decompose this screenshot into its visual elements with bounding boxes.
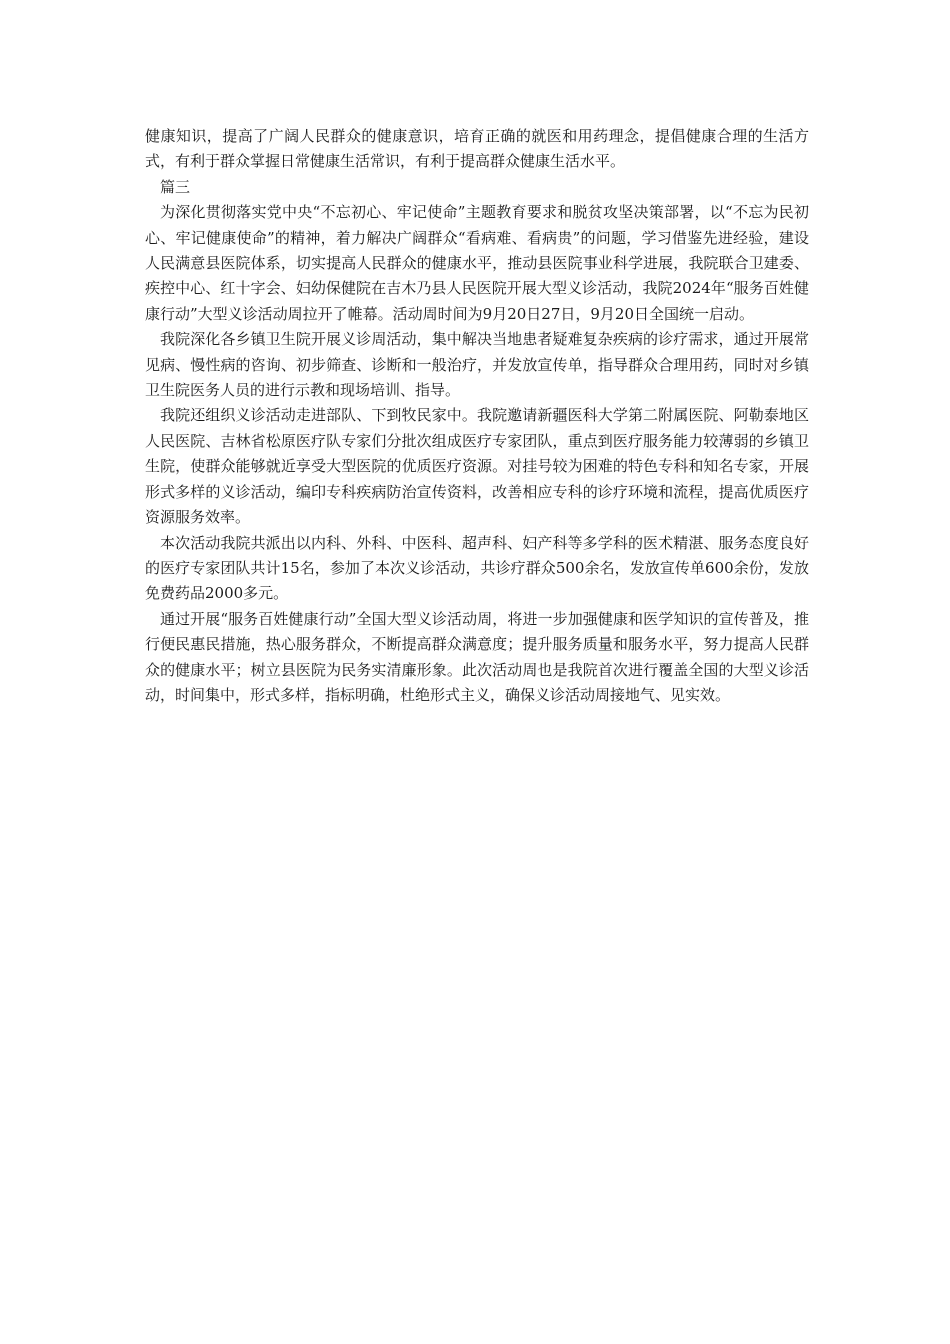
section-heading: 篇三 (160, 177, 191, 196)
document-body (145, 124, 809, 708)
paragraph-conclusion: 通过开展“服务百姓健康行动”全国大型义诊活动周，将进一步加强健康和医学知识的宣传普及，推行便民惠民措施，热心服务群众，不断提高群众满意度；提升服务质量和服务水平，努力提高人民群众的健康水平；树立县医院为民务实清廉形象。此次活动周也是我院首次进行覆盖全国的大型义诊活动，时间集中，形式多样，指标明确，杜绝形式主义，确保义诊活动周接地气、见实效。 (145, 609, 809, 704)
paragraph-township: 我院深化各乡镇卫生院开展义诊周活动，集中解决当地患者疑难复杂疾病的诊疗需求，通过开展常见病、慢性病的咨询、初步筛查、诊断和一般治疗，并发放宣传单，指导群众合理用药，同时对乡镇卫生院医务人员的进行示教和现场培训、指导。 (145, 330, 809, 400)
paragraph-statistics: 本次活动我院共派出以内科、外科、中医科、超声科、妇产科等多学科的医术精湛、服务态度良好的医疗专家团队共计15名，参加了本次义诊活动，共诊疗群众500余名，发放宣传单600余份，发放免费药品2000多元。 (145, 533, 809, 603)
paragraph-continuation: 健康知识，提高了广阔人民群众的健康意识，培育正确的就医和用药理念，提倡健康合理的生活方式，有利于群众掌握日常健康生活常识，有利于提高群众健康生活水平。 (145, 127, 809, 171)
paragraph-experts: 我院还组织义诊活动走进部队、下到牧民家中。我院邀请新疆医科大学第二附属医院、阿勒泰地区人民医院、吉林省松原医疗队专家们分批次组成医疗专家团队，重点到医疗服务能力较薄弱的乡镇卫生院，使群众能够就近享受大型医院的优质医疗资源。对挂号较为困难的特色专科和知名专家，开展形式多样的义诊活动，编印专科疾病防治宣传资料，改善相应专科的诊疗环境和流程，提高优质医疗资源服务效率。 (145, 406, 809, 527)
paragraph-intro: 为深化贯彻落实党中央“不忘初心、牢记使命”主题教育要求和脱贫攻坚决策部署，以“不忘为民初心、牢记健康使命”的精神，着力解决广阔群众“看病难、看病贵”的问题，学习借鉴先进经验，建设人民满意县医院体系，切实提高人民群众的健康水平，推动县医院事业科学进展，我院联合卫建委、疾控中心、红十字会、妇幼保健院在吉木乃县人民医院开展大型义诊活动，我院2024年“服务百姓健康行动”大型义诊活动周拉开了帷幕。活动周时间为9月20日27日，9月20日全国统一启动。 (145, 203, 809, 323)
